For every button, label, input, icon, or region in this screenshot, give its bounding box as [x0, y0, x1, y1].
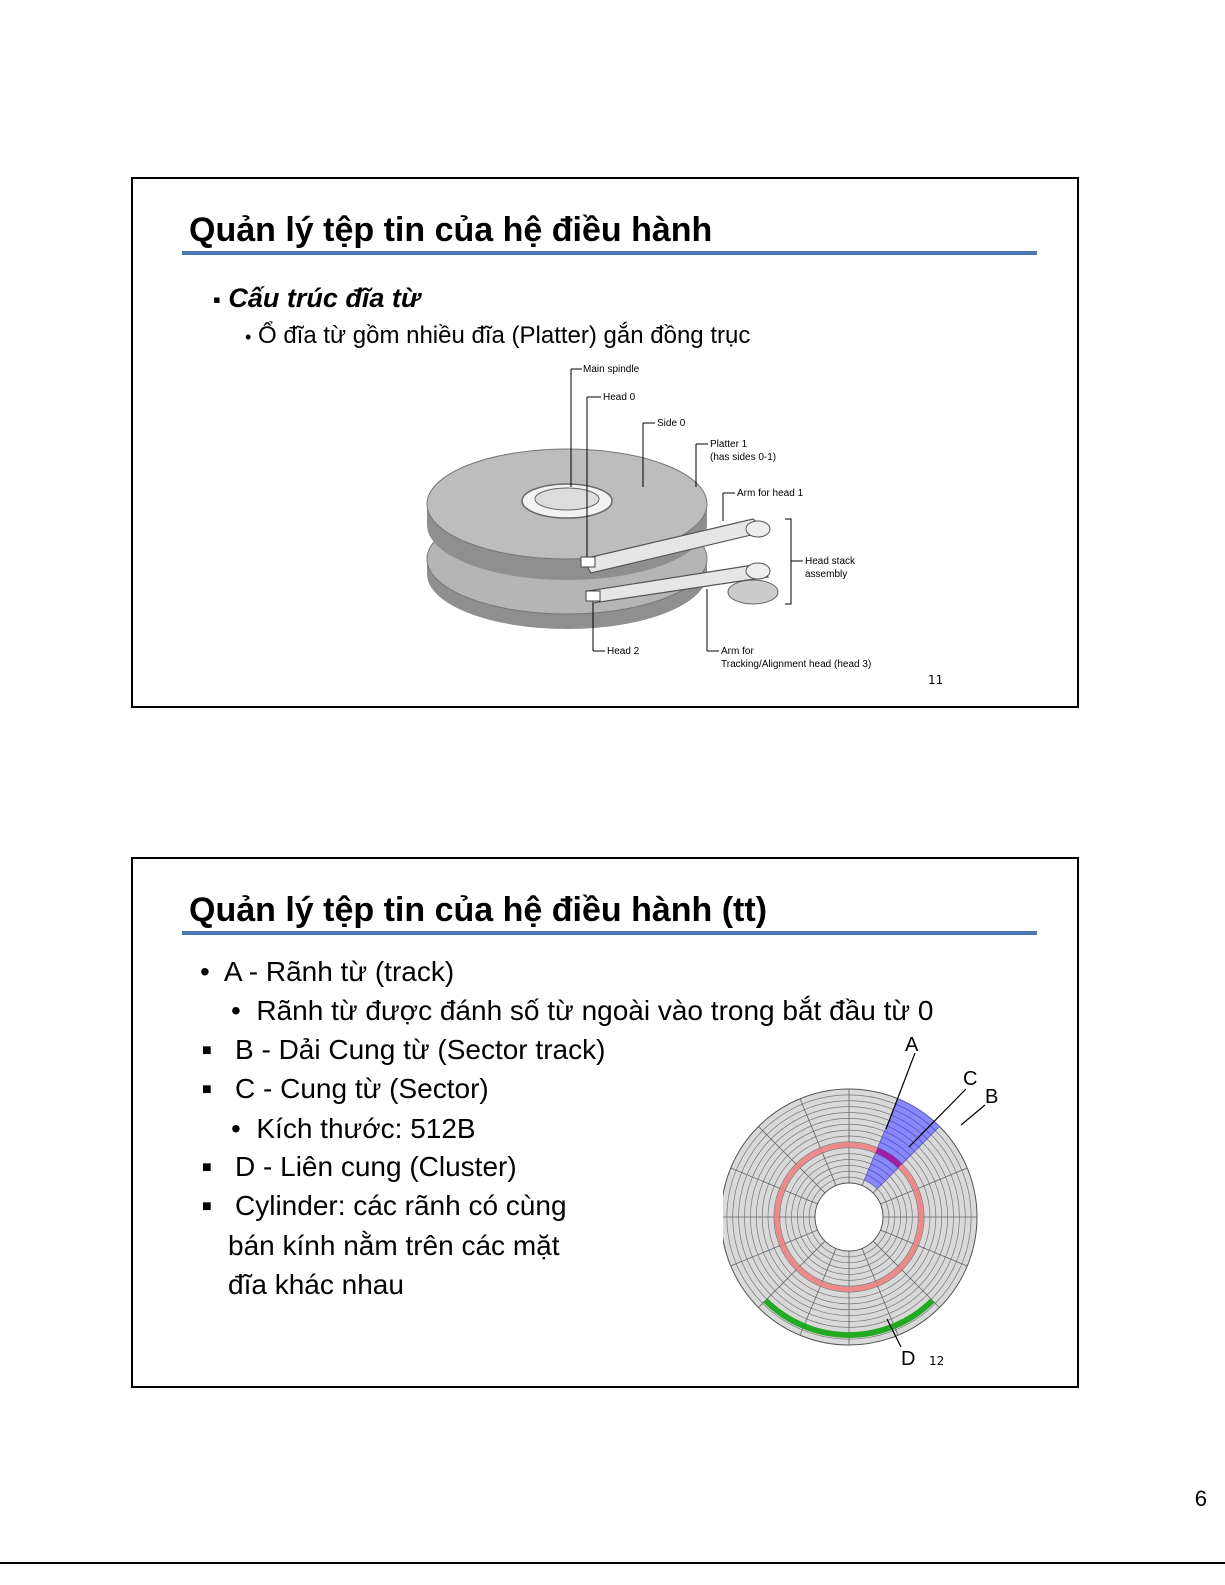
item-c-sub: • Kích thước: 512B [231, 1113, 476, 1144]
item-a-sub: • Rãnh từ được đánh số từ ngoài vào trong bắt đầu từ 0 [231, 995, 934, 1026]
disk-geometry-diagram [723, 1029, 1013, 1369]
label-arm-for: Arm for [721, 646, 754, 657]
label-head-stack: Head stack [805, 556, 856, 567]
item-d: ■ D - Liên cung (Cluster) [202, 1151, 517, 1182]
item-cylinder-2: bán kính nằm trên các mặt [228, 1230, 560, 1261]
label-b: B [985, 1086, 999, 1108]
hard-disk-diagram [423, 359, 883, 679]
label-head-stack-2: assembly [805, 569, 848, 580]
title-rule [182, 251, 1037, 255]
slide-title: Quản lý tệp tin của hệ điều hành (tt) [189, 891, 768, 929]
bottom-rule [0, 1562, 1225, 1564]
label-head2: Head 2 [607, 646, 640, 657]
title-rule [182, 931, 1037, 935]
label-main-spindle: Main spindle [583, 364, 640, 375]
bullet-heading: ▪ Cấu trúc đĩa từ [213, 283, 421, 313]
slide-number: 11 [928, 673, 944, 687]
item-c: ■ C - Cung từ (Sector) [202, 1073, 489, 1104]
slide-11 [131, 177, 1079, 708]
label-platter1: Platter 1 [710, 439, 748, 450]
bullet-sub: • Ổ đĩa từ gồm nhiều đĩa (Platter) gắn đồng trục [245, 322, 751, 349]
label-a: A [905, 1034, 919, 1056]
label-arm-head1: Arm for head 1 [737, 488, 804, 499]
item-cylinder-3: đĩa khác nhau [228, 1269, 404, 1300]
label-head0: Head 0 [603, 392, 636, 403]
page-number: 6 [1194, 1486, 1207, 1511]
square-bullet: ▪ [213, 287, 221, 312]
label-d: D [901, 1348, 916, 1369]
item-b: ■ B - Dải Cung từ (Sector track) [202, 1034, 606, 1065]
label-platter1-note: (has sides 0-1) [710, 452, 777, 463]
label-side0: Side 0 [657, 418, 686, 429]
label-arm-tracking: Tracking/Alignment head (head 3) [721, 659, 872, 670]
item-a: • A - Rãnh từ (track) [200, 956, 455, 987]
label-c: C [963, 1068, 978, 1090]
item-cylinder: ■ Cylinder: các rãnh có cùng [202, 1190, 567, 1221]
slide-number: 12 [929, 1354, 945, 1368]
slide-title: Quản lý tệp tin của hệ điều hành [189, 211, 713, 249]
slide-12 [131, 857, 1079, 1388]
